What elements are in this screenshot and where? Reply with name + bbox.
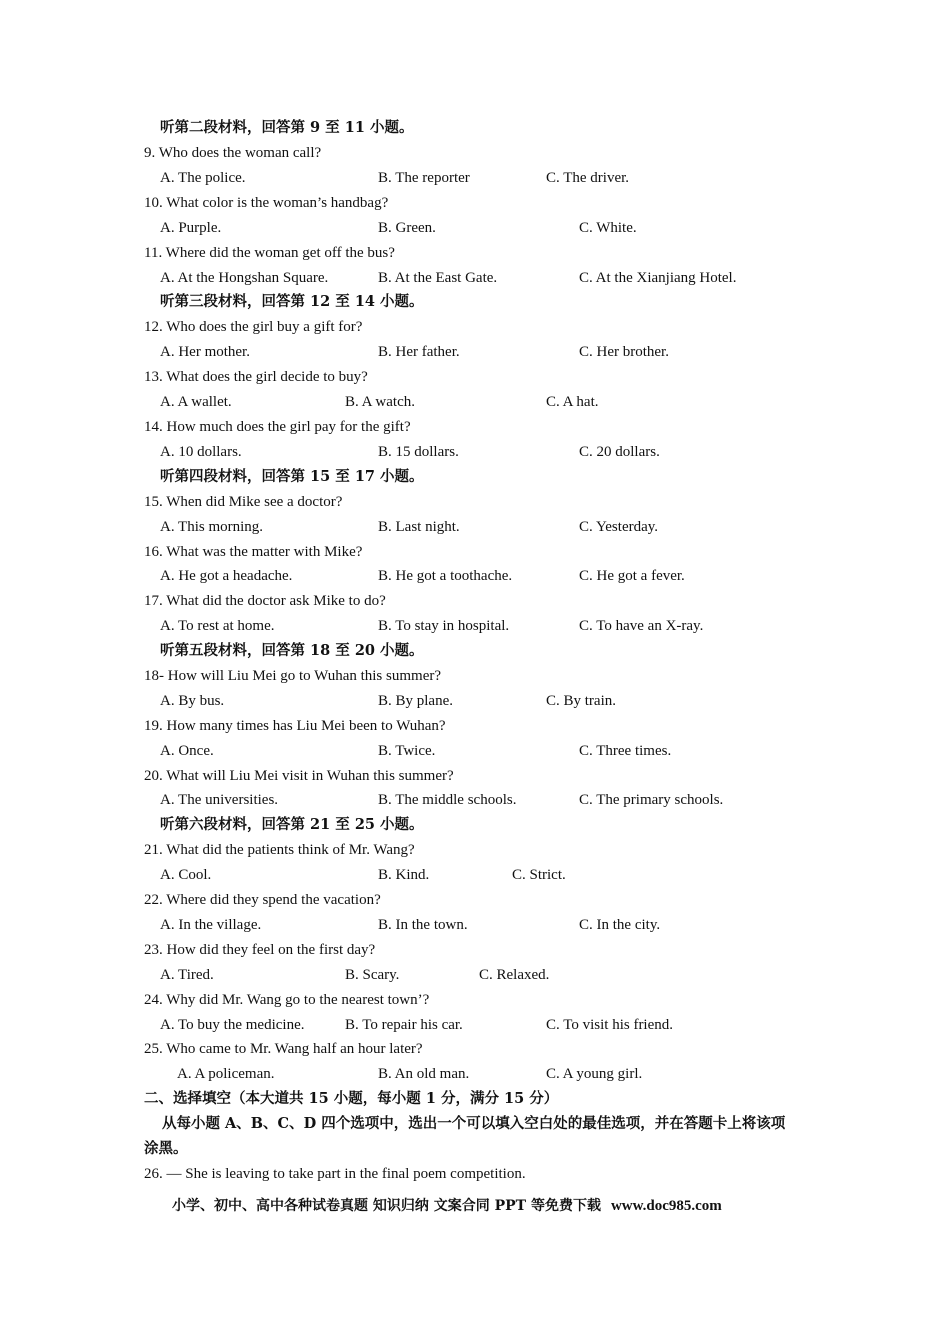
- option-15-b: B. Last night.: [378, 519, 460, 535]
- question-24: 24. Why did Mr. Wang go to the nearest town’?: [144, 992, 430, 1008]
- option-11-b: B. At the East Gate.: [378, 270, 498, 286]
- option-20-a: A. The universities.: [160, 792, 279, 808]
- option-11-c: C. At the Xianjiang Hotel.: [579, 270, 737, 286]
- question-20: 20. What will Liu Mei visit in Wuhan this summer?: [144, 768, 454, 784]
- option-20-c: C. The primary schools.: [579, 792, 724, 808]
- page-footer: [172, 1196, 722, 1216]
- option-15-c: C. Yesterday.: [579, 519, 659, 535]
- option-13-c: C. A hat.: [546, 394, 599, 410]
- question-21: 21. What did the patients think of Mr. Wang?: [144, 842, 415, 858]
- option-23-a: A. Tired.: [160, 967, 214, 983]
- option-10-a: A. Purple.: [160, 220, 222, 236]
- option-9-a: A. The police.: [160, 170, 246, 186]
- option-21-a: A. Cool.: [160, 867, 212, 883]
- option-12-c: C. Her brother.: [579, 344, 669, 360]
- option-23-b: B. Scary.: [345, 967, 400, 983]
- option-22-c: C. In the city.: [579, 917, 661, 933]
- option-19-b: B. Twice.: [378, 743, 436, 759]
- option-25-c: C. A young girl.: [546, 1066, 643, 1082]
- question-19: 19. How many times has Liu Mei been to Wuhan?: [144, 718, 446, 734]
- question-23: 23. How did they feel on the first day?: [144, 942, 376, 958]
- option-11-a: A. At the Hongshan Square.: [160, 270, 329, 286]
- section-header-3: 听第三段材料，回答第 12 至 14 小题。: [160, 293, 424, 310]
- option-16-a: A. He got a headache.: [160, 568, 293, 584]
- question-25: 25. Who came to Mr. Wang half an hour later?: [144, 1041, 423, 1057]
- option-12-b: B. Her father.: [378, 344, 460, 360]
- question-10: 10. What color is the woman’s handbag?: [144, 195, 389, 211]
- question-22: 22. Where did they spend the vacation?: [144, 892, 381, 908]
- question-9: 9. Who does the woman call?: [144, 145, 322, 161]
- option-23-c: C. Relaxed.: [479, 967, 550, 983]
- option-20-b: B. The middle schools.: [378, 792, 517, 808]
- option-24-b: B. To repair his car.: [345, 1017, 463, 1033]
- option-10-b: B. Green.: [378, 220, 436, 236]
- section-header-5: 听第五段材料，回答第 18 至 20 小题。: [160, 642, 424, 659]
- question-14: 14. How much does the girl pay for the gift?: [144, 419, 411, 435]
- question-17: 17. What did the doctor ask Mike to do?: [144, 593, 386, 609]
- question-26: 26. — She is leaving to take part in the final poem competition.: [144, 1166, 526, 1182]
- option-14-c: C. 20 dollars.: [579, 444, 660, 460]
- question-16: 16. What was the matter with Mike?: [144, 544, 363, 560]
- option-17-a: A. To rest at home.: [160, 618, 275, 634]
- option-21-c: C. Strict.: [512, 867, 566, 883]
- option-13-b: B. A watch.: [345, 394, 415, 410]
- footer-text: 小学、初中、高中各种试卷真题 知识归纳 文案合同 PPT 等免费下载: [172, 1198, 601, 1214]
- section-two-title: 二、选择填空（本大道共 15 小题，每小题 1 分，满分 15 分）: [144, 1090, 559, 1107]
- option-18-c: C. By train.: [546, 693, 616, 709]
- option-25-a: A. A policeman.: [177, 1066, 275, 1082]
- option-10-c: C. White.: [579, 220, 637, 236]
- section-header-4: 听第四段材料，回答第 15 至 17 小题。: [160, 468, 424, 485]
- option-19-c: C. Three times.: [579, 743, 672, 759]
- question-13: 13. What does the girl decide to buy?: [144, 369, 368, 385]
- question-12: 12. Who does the girl buy a gift for?: [144, 319, 363, 335]
- option-18-a: A. By bus.: [160, 693, 225, 709]
- footer-url[interactable]: www.doc985.com: [610, 1198, 722, 1214]
- option-17-b: B. To stay in hospital.: [378, 618, 510, 634]
- option-22-a: A. In the village.: [160, 917, 262, 933]
- question-15: 15. When did Mike see a doctor?: [144, 494, 343, 510]
- option-24-a: A. To buy the medicine.: [160, 1017, 305, 1033]
- option-25-b: B. An old man.: [378, 1066, 470, 1082]
- question-18: 18- How will Liu Mei go to Wuhan this summer?: [144, 668, 442, 684]
- option-16-c: C. He got a fever.: [579, 568, 685, 584]
- option-15-a: A. This morning.: [160, 519, 264, 535]
- option-24-c: C. To visit his friend.: [546, 1017, 674, 1033]
- option-22-b: B. In the town.: [378, 917, 468, 933]
- option-12-a: A. Her mother.: [160, 344, 250, 360]
- option-17-c: C. To have an X-ray.: [579, 618, 704, 634]
- option-18-b: B. By plane.: [378, 693, 453, 709]
- option-21-b: B. Kind.: [378, 867, 430, 883]
- option-14-b: B. 15 dollars.: [378, 444, 459, 460]
- option-19-a: A. Once.: [160, 743, 214, 759]
- option-16-b: B. He got a toothache.: [378, 568, 513, 584]
- section-two-instruction: 从每小题 A、B、C、D 四个选项中，选出一个可以填入空白处的最佳选项，并在答题卡上将该项涂黑。: [144, 1115, 786, 1157]
- option-9-c: C. The driver.: [546, 170, 630, 186]
- question-11: 11. Where did the woman get off the bus?: [144, 245, 395, 261]
- option-13-a: A. A wallet.: [160, 394, 232, 410]
- section-header-6: 听第六段材料，回答第 21 至 25 小题。: [160, 816, 424, 833]
- option-14-a: A. 10 dollars.: [160, 444, 242, 460]
- section-header-2: 听第二段材料，回答第 9 至 11 小题。: [160, 119, 414, 136]
- option-9-b: B. The reporter: [378, 170, 470, 186]
